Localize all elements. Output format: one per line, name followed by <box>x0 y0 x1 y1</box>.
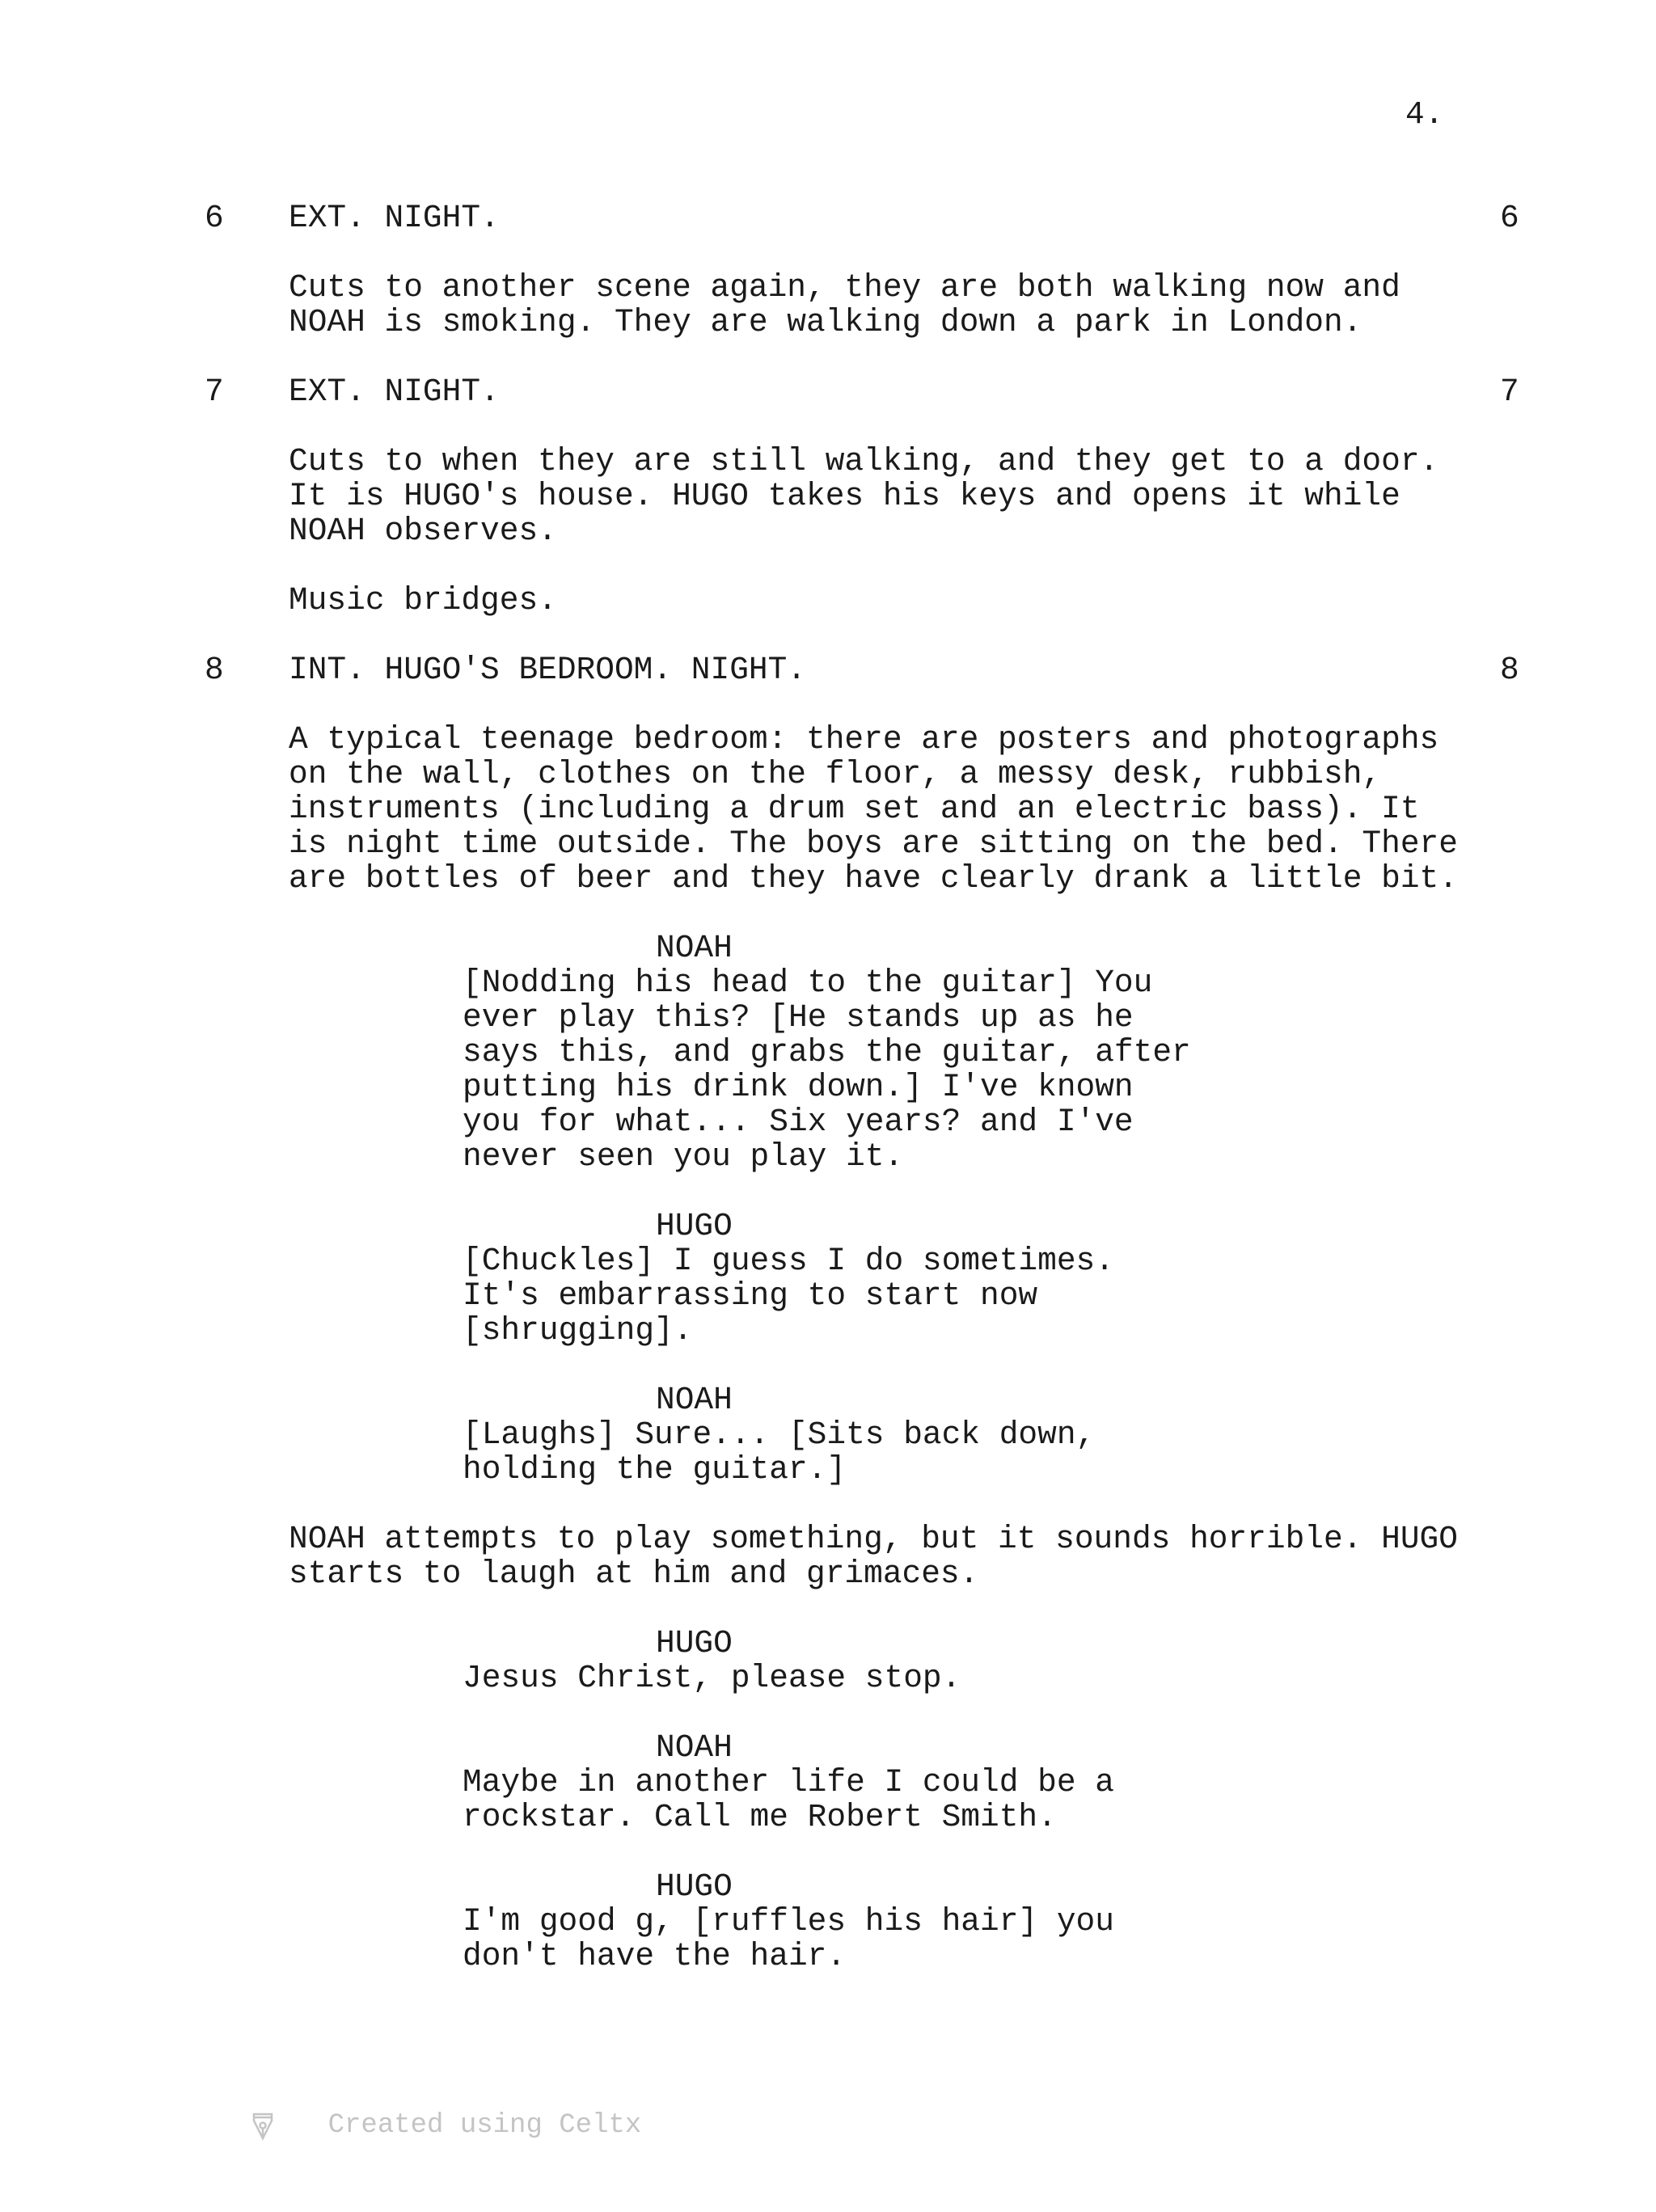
action-line: are bottles of beer and they have clearly drank a little bit. <box>289 860 1458 897</box>
character-name: NOAH <box>656 1729 733 1766</box>
dialogue-line: never seen you play it. <box>463 1138 904 1175</box>
action-line: A typical teenage bedroom: there are posters and photographs <box>289 721 1439 758</box>
action-line: instruments (including a drum set and an electric bass). It <box>289 791 1420 827</box>
scene-number-right: 8 <box>1500 652 1519 688</box>
scene-number-right: 7 <box>1500 374 1519 410</box>
action-line: is night time outside. The boys are sitting on the bed. There <box>289 825 1458 862</box>
character-name: HUGO <box>656 1868 733 1905</box>
action-line: Cuts to when they are still walking, and they get to a door. <box>289 443 1439 479</box>
scene-heading: INT. HUGO'S BEDROOM. NIGHT. <box>289 652 807 688</box>
dialogue-line: [Chuckles] I guess I do sometimes. <box>463 1243 1114 1279</box>
action-line: NOAH observes. <box>289 513 557 549</box>
dialogue-line: Jesus Christ, please stop. <box>463 1660 961 1696</box>
dialogue-line: [Nodding his head to the guitar] You <box>463 965 1153 1001</box>
dialogue-line: ever play this? [He stands up as he <box>463 999 1134 1036</box>
character-name: NOAH <box>656 930 733 966</box>
dialogue-line: [Laughs] Sure... [Sits back down, <box>463 1416 1096 1453</box>
dialogue-line: rockstar. Call me Robert Smith. <box>463 1799 1057 1835</box>
action-line: NOAH is smoking. They are walking down a park in London. <box>289 304 1362 340</box>
action-line: on the wall, clothes on the floor, a messy desk, rubbish, <box>289 756 1382 792</box>
character-name: HUGO <box>656 1625 733 1661</box>
page-number: 4. <box>1405 96 1444 133</box>
scene-heading: EXT. NIGHT. <box>289 374 500 410</box>
action-line: starts to laugh at him and grimaces. <box>289 1556 979 1592</box>
scene-number-right: 6 <box>1500 200 1519 236</box>
dialogue-line: says this, and grabs the guitar, after <box>463 1034 1191 1070</box>
scene-number-left: 8 <box>205 652 224 688</box>
dialogue-line: don't have the hair. <box>463 1938 847 1974</box>
scene-number-left: 7 <box>205 374 224 410</box>
action-line: It is HUGO's house. HUGO takes his keys and opens it while <box>289 478 1400 514</box>
footer-text: Created using Celtx <box>327 2109 642 2141</box>
scene-heading: EXT. NIGHT. <box>289 200 500 236</box>
pen-nib-icon <box>251 2040 317 2212</box>
dialogue-line: [shrugging]. <box>463 1312 693 1349</box>
action-line: NOAH attempts to play something, but it sounds horrible. HUGO <box>289 1521 1458 1557</box>
dialogue-line: holding the guitar.] <box>463 1451 847 1488</box>
action-line: Cuts to another scene again, they are both walking now and <box>289 269 1400 306</box>
dialogue-line: I'm good g, [ruffles his hair] you <box>463 1903 1114 1940</box>
scene-number-left: 6 <box>205 200 224 236</box>
dialogue-line: It's embarrassing to start now <box>463 1277 1038 1314</box>
action-line: Music bridges. <box>289 582 557 618</box>
character-name: HUGO <box>656 1208 733 1244</box>
character-name: NOAH <box>656 1382 733 1418</box>
dialogue-line: putting his drink down.] I've known <box>463 1069 1134 1105</box>
dialogue-line: you for what... Six years? and I've <box>463 1104 1134 1140</box>
dialogue-line: Maybe in another life I could be a <box>463 1764 1114 1800</box>
footer <box>251 2040 641 2212</box>
